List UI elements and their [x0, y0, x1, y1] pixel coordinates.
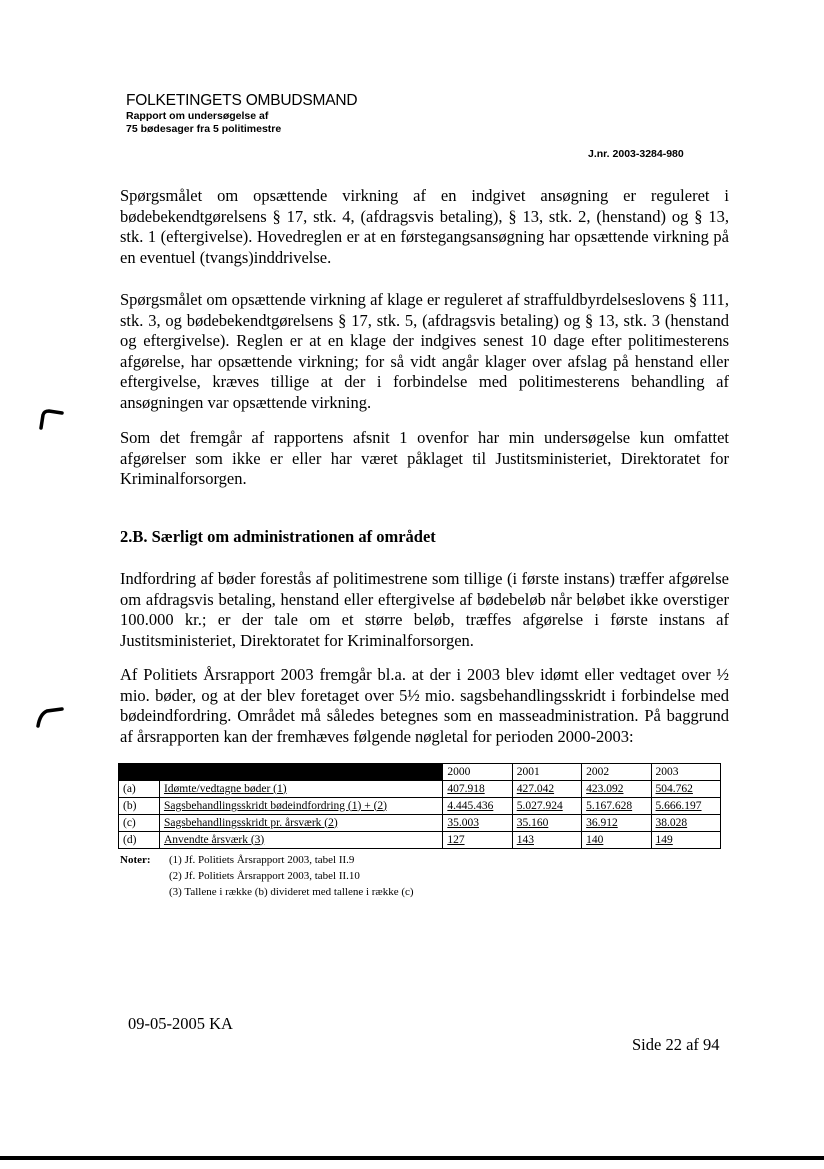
table-cell: 5.666.197 — [651, 798, 720, 815]
section-heading: 2.B. Særligt om administrationen af området — [120, 527, 436, 546]
year-header: 2003 — [651, 764, 720, 781]
page-number: Side 22 af 94 — [632, 1035, 720, 1054]
org-title: FOLKETINGETS OMBUDSMAND — [126, 92, 358, 109]
table-row — [119, 815, 721, 832]
row-description: Anvendte årsværk (3) — [159, 832, 442, 849]
table-cell: 427.042 — [512, 781, 581, 798]
report-subtitle-line1: Rapport om undersøgelse af — [126, 110, 269, 122]
note-item: (2) Jf. Politiets Årsrapport 2003, tabel II.10 — [169, 870, 360, 882]
paragraph-scope: Som det fremgår af rapportens afsnit 1 ovenfor har min undersøgelse kun omfattet afgørelser som ikke er eller har været påklaget til Justitsministeriet, Direktoratet for Kriminalforsorgen. — [120, 428, 729, 489]
row-description: Sagsbehandlingsskridt pr. årsværk (2) — [159, 815, 442, 832]
row-label: (a) — [119, 781, 160, 798]
row-description: Sagsbehandlingsskridt bødeindfordring (1) + (2) — [159, 798, 442, 815]
table-cell: 127 — [443, 832, 512, 849]
paragraph-collection: Indfordring af bøder forestås af politimestrene som tillige (i første instans) træffer afgørelse om afdragsvis betaling, henstand eller eftergivelse af bødebeløb når beløbet ikke overstiger 100.000 kr.; er der tale om et større beløb, træffes afgørelse i første instans af Justitsministeriet, Direktoratet for Kriminalforsorgen. — [120, 569, 729, 650]
table-header-blank — [119, 764, 443, 781]
table-cell: 35.003 — [443, 815, 512, 832]
table-cell: 35.160 — [512, 815, 581, 832]
table-cell: 504.762 — [651, 781, 720, 798]
paragraph-suspensive-effect-complaint: Spørgsmålet om opsættende virkning af klage er reguleret af straffuldbyrdelseslovens § 111, stk. 3, og bødebekendtgørelsens § 17, stk. 5, (afdragsvis betaling) og § 13, stk. 3 (henstand og eftergivelse). Reglen er at en klage der indgives senest 10 dage efter politimesterens afgørelse, har opsættende virkning; for så vidt angår klager over afslag på henstand eller eftergivelse, kræves tillige at der i forbindelse med politimesterens behandling af ansøgningen var opsættende virkning. — [120, 290, 729, 412]
table-row — [119, 798, 721, 815]
table-cell: 5.167.628 — [582, 798, 651, 815]
corner-mark-icon — [38, 408, 64, 430]
note-item: (1) Jf. Politiets Årsrapport 2003, tabel II.9 — [169, 854, 355, 866]
year-header: 2002 — [582, 764, 651, 781]
paragraph-suspensive-effect-application: Spørgsmålet om opsættende virkning af en indgivet ansøgning er reguleret i bødebekendtgørelsens § 17, stk. 4, (afdragsvis betaling), § 13, stk. 2, (henstand) og § 13, stk. 1 (eftergivelse). Hovedreglen er at en førstegangsansøgning har opsættende virkning på en eventuel (tvangs)inddrivelse. — [120, 186, 729, 267]
row-label: (d) — [119, 832, 160, 849]
note-item: (3) Tallene i række (b) divideret med tallene i række (c) — [169, 886, 414, 898]
table-cell: 38.028 — [651, 815, 720, 832]
key-figures-table — [118, 763, 721, 849]
table-cell: 4.445.436 — [443, 798, 512, 815]
year-header: 2000 — [443, 764, 512, 781]
table-cell: 407.918 — [443, 781, 512, 798]
row-label: (b) — [119, 798, 160, 815]
table-cell: 5.027.924 — [512, 798, 581, 815]
corner-mark-icon — [35, 706, 65, 728]
journal-number: J.nr. 2003-3284-980 — [588, 148, 684, 160]
footer-date: 09-05-2005 KA — [128, 1014, 233, 1033]
table-header-row — [119, 764, 721, 781]
table-cell: 423.092 — [582, 781, 651, 798]
table-cell: 149 — [651, 832, 720, 849]
bottom-rule — [0, 1156, 824, 1160]
year-header: 2001 — [512, 764, 581, 781]
row-label: (c) — [119, 815, 160, 832]
table-row — [119, 832, 721, 849]
report-subtitle-line2: 75 bødesager fra 5 politimestre — [126, 123, 282, 135]
table-cell: 143 — [512, 832, 581, 849]
table-cell: 140 — [582, 832, 651, 849]
notes-label: Noter: — [120, 854, 151, 866]
table-cell: 36.912 — [582, 815, 651, 832]
row-description: Idømte/vedtagne bøder (1) — [159, 781, 442, 798]
table-row — [119, 781, 721, 798]
paragraph-annual-report: Af Politiets Årsrapport 2003 fremgår bl.a. at der i 2003 blev idømt eller vedtaget over ½ mio. bøder, og at der blev foretaget over 5½ mio. sagsbehandlingsskridt i forbindelse med bødeindfordring. Området må således betegnes som en masseadministration. På baggrund af årsrapporten kan der fremhæves følgende nøgletal for perioden 2000-2003: — [120, 665, 729, 746]
